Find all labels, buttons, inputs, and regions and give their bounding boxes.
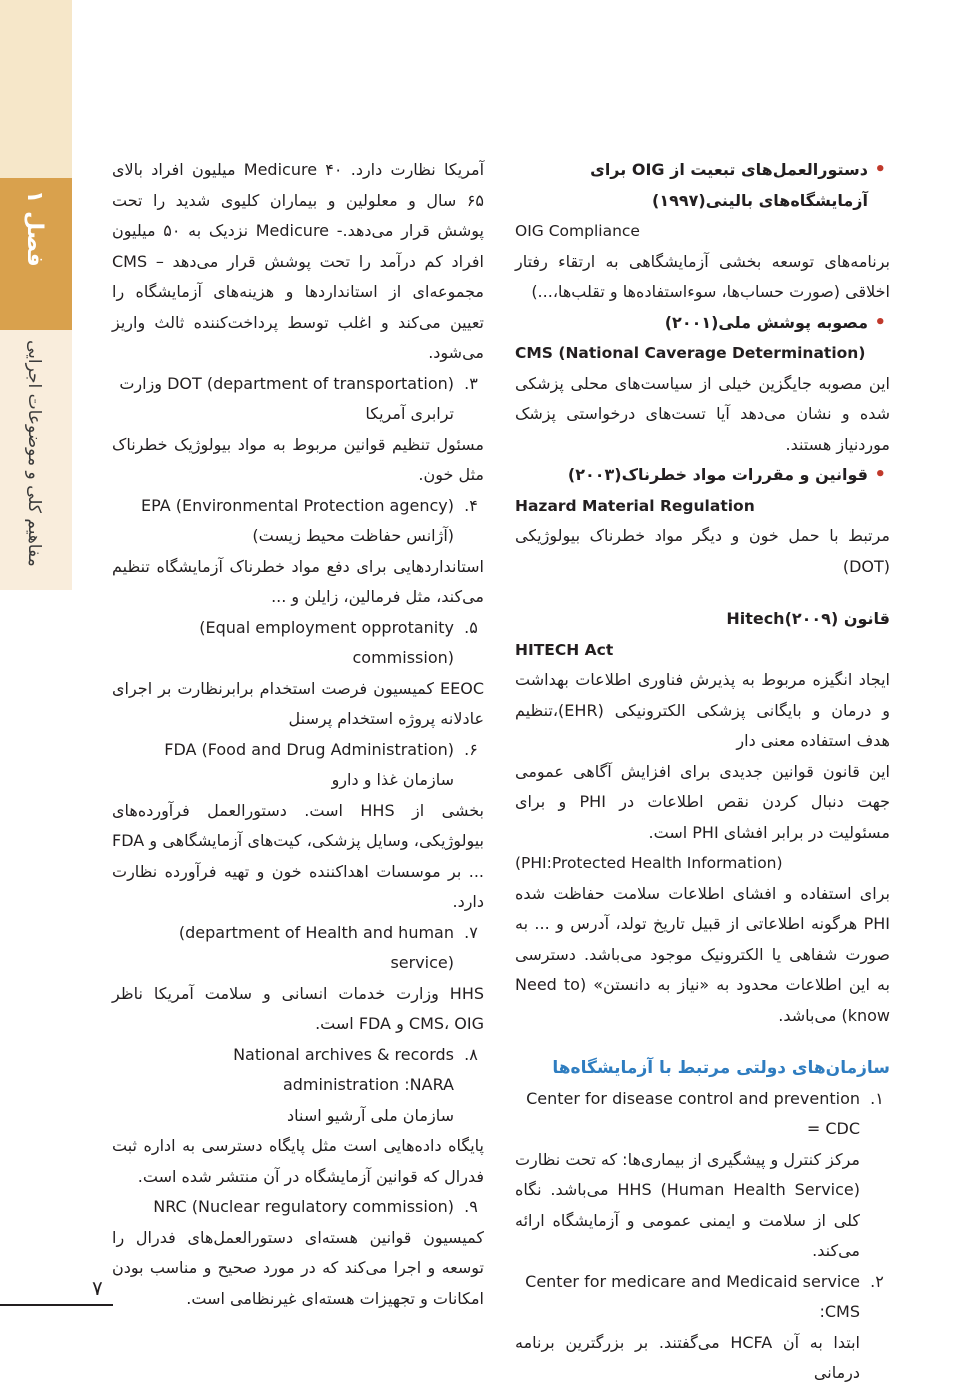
item-number: ۱.	[870, 1088, 884, 1108]
side-tab-top	[0, 0, 72, 178]
dot-heading: DOT (department of transportation) وزارت ترابری آمریکا	[119, 373, 454, 423]
left-column	[112, 155, 484, 1314]
fda-heading: FDA (Food and Drug Administration) سازمان غذا و دارو	[164, 739, 454, 789]
page-number-rule	[0, 1304, 113, 1306]
nrc-text: کمیسیون قوانین هسته‌ای دستورالعمل‌های فدرال را توسعه و اجرا می‌کند که در مورد صحیح و مناسب بودن امکانات و تجهیزات هسته‌ای غیرنظامی است.	[112, 1227, 484, 1308]
hazard-text: مرتبط با حمل خون و دیگر مواد خطرناک بیولوژیکی (DOT)	[515, 526, 890, 576]
cdc-text: مرکز کنترل و پیشگیری از بیماری‌ها: که تحت نظارت (Human Health Service) HHS می‌باشد. نگاه کلی از سلامت و ایمنی عمومی و آزمایشگاه ارائه می‌کند.	[514, 1149, 861, 1260]
oig-text: برنامه‌های توسعه بخشی آزمایشگاهی به ارتقاء رفتار اخلاقی (صورت حساب‌ها، سوءاستفاده‌ها و تقلب‌ها،...)	[515, 251, 890, 301]
chapter-label: فصل ۱	[22, 190, 47, 267]
list-item-dot	[112, 369, 484, 430]
nrc-heading: NRC (Nuclear regulatory commission)	[153, 1197, 454, 1216]
side-tab	[0, 0, 72, 1380]
dot-text: مسئول تنظیم قوانین مربوط به مواد بیولوژیک خطرناک مثل خون.	[112, 434, 484, 484]
epa-heading: EPA (Environmental Protection agency) (آژانس حفاظت محیط زیست)	[141, 495, 454, 545]
cms-english: CMS (National Caverage Determination)	[515, 344, 866, 362]
eeoc-text: EEOC کمیسیون فرصت استخدام برابرنظارت بر اجرای عادلانه پروژه استخدام پرسنل	[112, 678, 484, 728]
nara-subtitle: سازمان ملی آرشیو اسناد	[286, 1105, 454, 1125]
item-number: ۷.	[464, 922, 478, 942]
eeoc-heading: (Equal employment opprotanity commission)	[199, 617, 454, 667]
bullet-hazard-title: • قوانین و مقررات مواد خطرناک(۲۰۰۳)	[515, 460, 890, 491]
hazard-english: Hazard Material Regulation	[515, 496, 755, 515]
item-number: ۴.	[464, 495, 478, 515]
item-number: ۶.	[464, 739, 478, 759]
item-number: ۹.	[464, 1197, 478, 1216]
item-number: ۳.	[464, 373, 478, 393]
hhs-text: HHS وزارت خدمات انسانی و سلامت آمریکا ناظر CMS، OIG و FDA است.	[112, 983, 484, 1033]
bullet-coverage-title: • مصوبه پوشش ملی(۲۰۰۱)	[515, 308, 890, 339]
epa-text: استانداردهایی برای دفع مواد خطرناک آزمایشگاه تنظیم می‌کند، مثل فرمالین، زایلن و ...	[112, 556, 484, 606]
hitech-heading: قانون Hitech(۲۰۰۹)	[726, 609, 890, 628]
fda-text: بخشی از HHS است. دستورالعمل فرآورده‌های بیولوژیکی، وسایل پزشکی، کیت‌های آزمایشگاهی و FDA ... بر موسسات اهداکننده خون و تهیه فرآورده نظارت دارد.	[112, 800, 485, 911]
list-item-cms	[515, 1267, 890, 1328]
list-item-nrc	[112, 1192, 484, 1223]
item-number: ۲.	[870, 1271, 884, 1291]
section-label: مفاهیم کلی و موضوعات اجرایی	[24, 340, 44, 567]
oig-english: OIG Compliance	[515, 222, 640, 240]
page-number: ۷	[92, 1276, 103, 1300]
list-item-nara	[112, 1040, 484, 1101]
hhs-heading: (department of Health and human service)	[178, 922, 454, 972]
list-item-epa	[112, 491, 484, 552]
cdc-english: Center for disease control and prevention = CDC	[526, 1088, 860, 1138]
item-number: ۸.	[464, 1044, 478, 1064]
phi-english: (PHI:Protected Health Information)	[515, 854, 783, 872]
cms-continuation-text: آمریکا نظارت دارد. Medicure ۴۰ میلیون افراد بالای ۶۵ سال و معلولین و بیماران کلیوی شدید را تحت پوشش قرار می‌دهد.- Medicure نزدیک به ۵۰ میلیون افراد کم درآمد را تحت پوشش قرار می‌دهد – CMS مجموعه‌ای از استانداردها و هزینه‌های آزمایشگاه را تعیین می‌کند و اغلب توسط پرداخت‌کننده ثالث واریز می‌شود.	[112, 160, 485, 362]
hitech-paragraph-1: ایجاد انگیزه مربوط به پذیرش فناوری اطلاعات بهداشت و درمان و بایگانی پزشکی الکترونیکی (EHR)،تنظیم هدف استفاده معنی دار	[515, 670, 890, 750]
right-column	[515, 155, 890, 1389]
coverage-text: این مصوبه جایگزین خیلی از سیاست‌های محلی پزشکی شده و نشان می‌دهد آیا تست‌های درخواستی پزشک موردنیاز هستند.	[515, 373, 890, 454]
list-item-cdc	[515, 1084, 890, 1145]
list-item-hhs	[112, 918, 484, 979]
bullet-oig-title: • دستورالعمل‌های تبعیت از OIG برای آزمایشگاه‌های بالینی(۱۹۹۷)	[515, 155, 890, 216]
cms-text: ابتدا به آن HCFA می‌گفتند. بر بزرگترین برنامه درمانی	[515, 1332, 860, 1382]
cms-service-english: Center for medicare and Medicaid service :CMS	[525, 1271, 860, 1321]
hitech-paragraph-3: برای استفاده و افشای اطلاعات سلامت حفاظت شده PHI هرگونه اطلاعاتی از قبیل تاریخ تولد، آدرس و ... به صورت شفاهی یا الکترونیک موجود می‌باشد. دسترسی به این اطلاعات محدود به «نیاز به دانستن» (Need to know) می‌باشد.	[515, 883, 890, 1025]
list-item-fda	[112, 735, 484, 796]
hitech-paragraph-2: این قانون قوانین جدیدی برای افزایش آگاهی عمومی جهت دنبال کردن نقص اطلاعات در PHI و برای مسئولیت در برابر افشای PHI است.	[515, 761, 890, 842]
list-item-eeoc	[112, 613, 484, 674]
item-number: ۵.	[464, 617, 478, 637]
nara-text: پایگاه داده‌هایی است مثل پایگاه دسترسی به اداره ثبت فدرال که قوانین آزمایشگاه در آن منتشر شده است.	[112, 1136, 484, 1186]
section-heading-agencies: سازمان‌های دولتی مرتبط با آزمایشگاه‌ها	[552, 1058, 890, 1078]
hitech-english: HITECH Act	[515, 640, 614, 659]
nara-heading: National archives & records administration :NARA	[233, 1044, 454, 1094]
